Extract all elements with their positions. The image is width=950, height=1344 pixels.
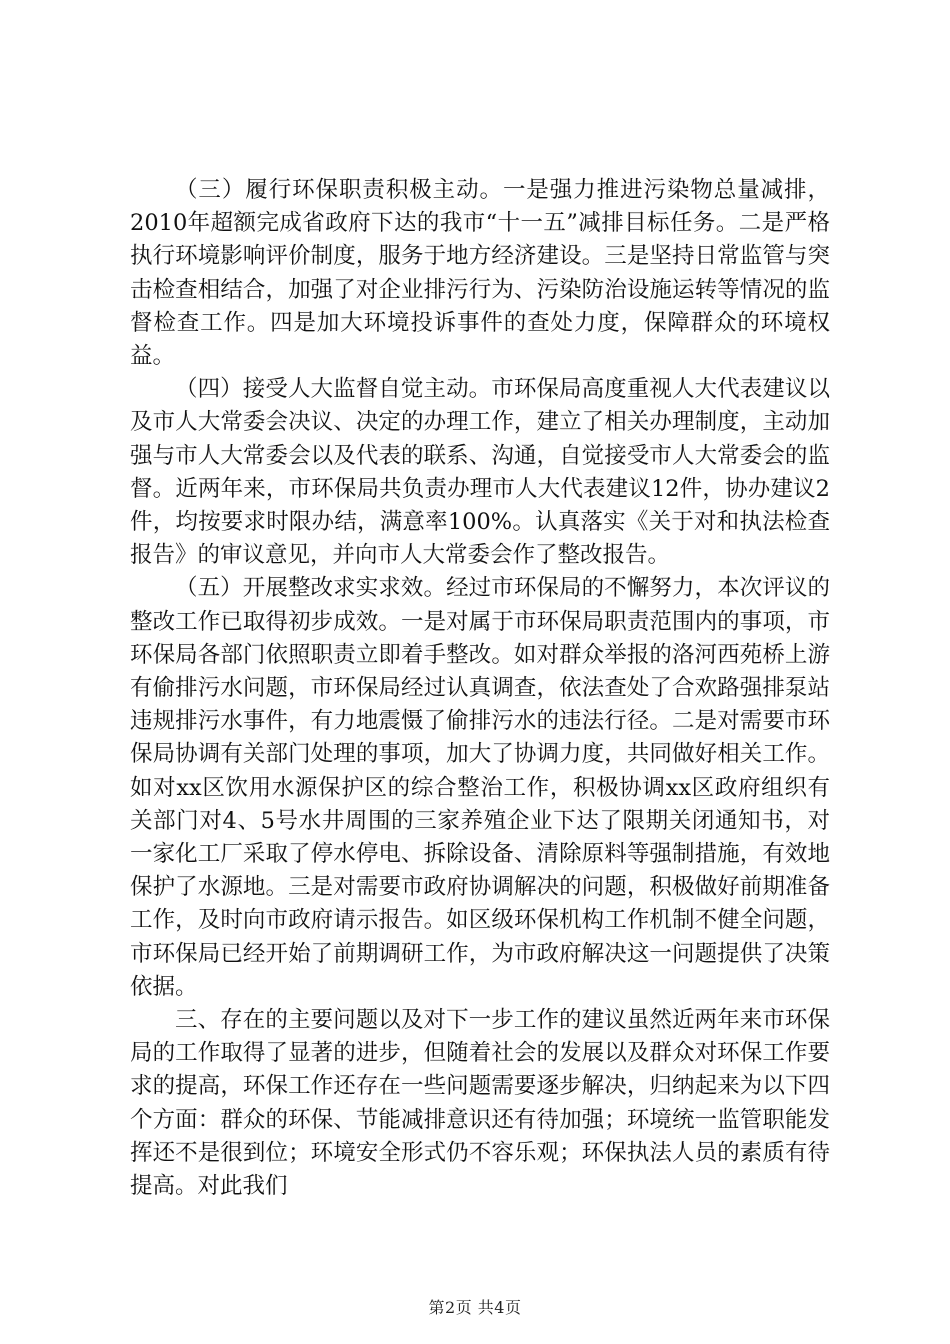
paragraph-three-environmental-duties: （三）履行环保职责积极主动。一是强力推进污染物总量减排，2010年超额完成省政府下达的我市“十一五”减排目标任务。二是严格执行环境影响评价制度，服务于地方经济建设。三是坚持日常监管与突击检查相结合，加强了对企业排污行为、污染防治设施运转等情况的监督检查工作。四是加大环境投诉事件的查处力度，保障群众的环境权益。 bbox=[130, 177, 830, 370]
page-number-footer: 第2页 共4页 bbox=[428, 1298, 522, 1317]
paragraph-five-rectification: （五）开展整改求实求效。经过市环保局的不懈努力，本次评议的整改工作已取得初步成效。一是对属于市环保局职责范围内的事项，市环保局各部门依照职责立即着手整改。如对群众举报的洛河西苑桥上游有偷排污水问题，市环保局经过认真调查，依法查处了合欢路强排泵站违规排污水事件，有力地震慑了偷排污水的违法行径。二是对需要市环保局协调有关部门处理的事项，加大了协调力度，共同做好相关工作。如对xx区饮用水源保护区的综合整治工作，积极协调xx区政府组织有关部门对4、5号水井周围的三家养殖企业下达了限期关闭通知书，对一家化工厂采取了停水停电、拆除设备、清除原料等强制措施，有效地保护了水源地。三是对需要市政府协调解决的问题，积极做好前期准备工作，及时向市政府请示报告。如区级环保机构工作机制不健全问题，市环保局已经开始了前期调研工作，为市政府解决这一问题提供了决策依据。 bbox=[130, 575, 830, 1000]
paragraph-four-npc-supervision: （四）接受人大监督自觉主动。市环保局高度重视人大代表建议以及市人大常委会决议、决定的办理工作，建立了相关办理制度，主动加强与市人大常委会以及代表的联系、沟通，自觉接受市人大常委会的监督。近两年来，市环保局共负责办理市人大代表建议12件，协办建议2件，均按要求时限办结，满意率100%。认真落实《关于对和执法检查报告》的审议意见，并向市人大常委会作了整改报告。 bbox=[130, 376, 830, 569]
paragraph-section-three-problems: 三、存在的主要问题以及对下一步工作的建议虽然近两年来市环保局的工作取得了显著的进步，但随着社会的发展以及群众对环保工作要求的提高，环保工作还存在一些问题需要逐步解决，归纳起来为以下四个方面：群众的环保、节能减排意识还有待加强；环境统一监管职能发挥还不是很到位；环境安全形式仍不容乐观；环保执法人员的素质有待提高。对此我们 bbox=[130, 1007, 830, 1200]
document-body bbox=[130, 174, 830, 1203]
